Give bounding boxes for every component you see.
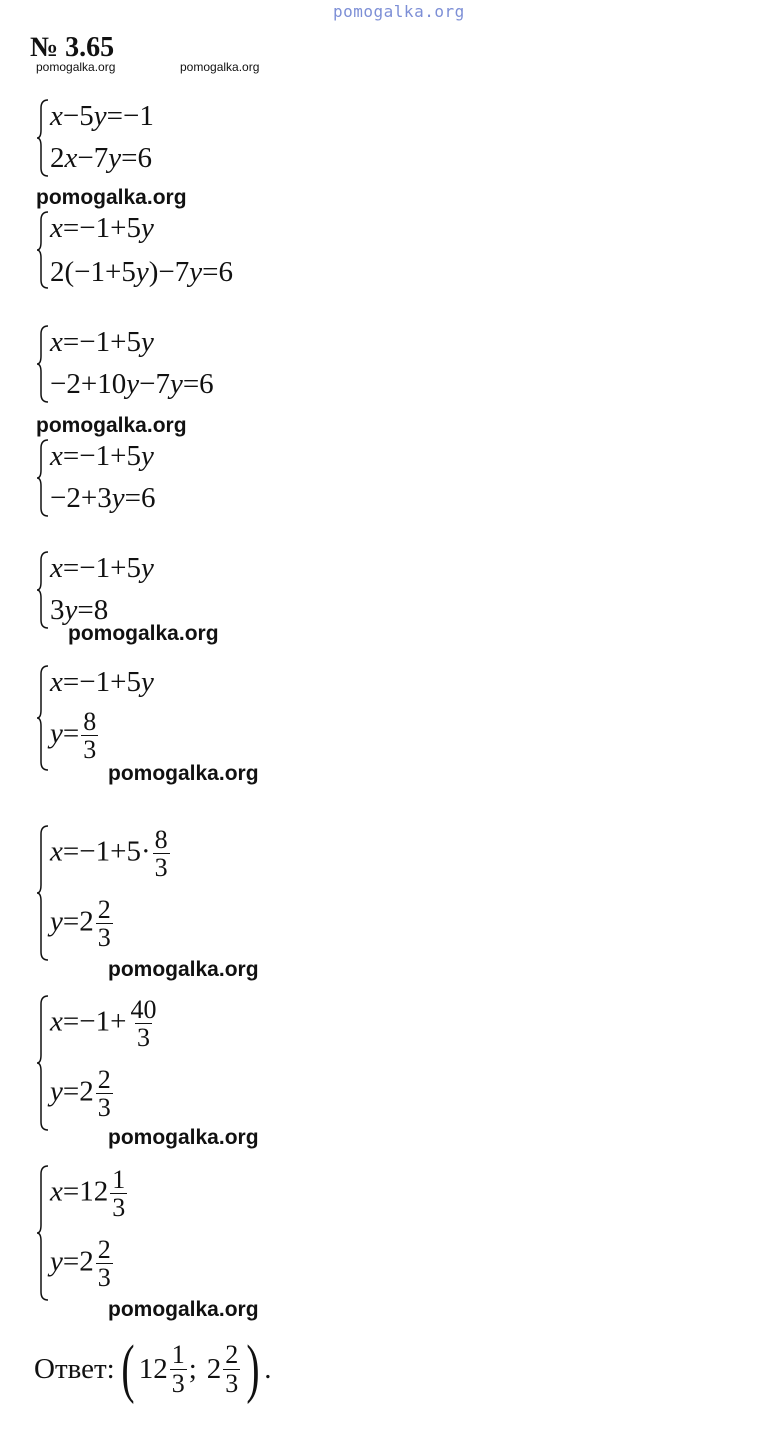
answer-x-int: 12 <box>138 1352 168 1385</box>
answer-y-int: 2 <box>206 1352 222 1385</box>
close-paren-icon: ) <box>246 1332 260 1405</box>
answer-period: . <box>264 1352 272 1385</box>
answer-label: Ответ: <box>34 1352 115 1385</box>
watermark: pomogalka.org <box>36 186 187 209</box>
fraction: $\frac{8}{3}$ <box>83 707 97 765</box>
fraction: $\frac{2}{3}$ <box>225 1340 239 1398</box>
fraction: $\frac{2}{3}$ <box>97 895 111 953</box>
problem-title: № 3.65 <box>30 32 115 63</box>
equation-line: x=−1+5y <box>50 440 154 472</box>
watermark: pomogalka.org <box>36 414 187 437</box>
brace-icon <box>36 438 50 518</box>
equation-line: y=2 $\frac{2}{3}$ <box>50 895 111 953</box>
fraction: $\frac{40}{3}$ <box>130 995 157 1053</box>
top-watermark: pomogalka.org <box>333 2 465 21</box>
fraction: $\frac{2}{3}$ <box>97 1235 111 1293</box>
equation-line: x=−1+ $\frac{40}{3}$ <box>50 995 157 1053</box>
brace-icon <box>36 210 50 290</box>
equation-line: 3y=8 <box>50 594 109 626</box>
answer-separator: ; <box>188 1352 197 1385</box>
brace-icon <box>36 824 50 962</box>
brace-icon <box>36 550 50 630</box>
equation-line: −2+10y−7y=6 <box>50 368 214 400</box>
equation-line: x=−1+5y <box>50 326 154 358</box>
brace-icon <box>36 1164 50 1302</box>
equation-line: x=−1+5y <box>50 552 154 584</box>
open-paren-icon: ( <box>121 1332 135 1405</box>
watermark: pomogalka.org <box>108 1126 259 1149</box>
equation-line: x−5y=−1 <box>50 100 154 132</box>
equation-line: y=2 $\frac{2}{3}$ <box>50 1065 111 1123</box>
brace-icon <box>36 994 50 1132</box>
watermark-small: pomogalka.org <box>36 60 116 74</box>
equation-line: 2x−7y=6 <box>50 142 152 174</box>
equation-line: 2(−1+5y)−7y=6 <box>50 256 233 288</box>
equation-line: x=−1+5y <box>50 666 154 698</box>
equation-line: −2+3y=6 <box>50 482 156 514</box>
fraction: $\frac{1}{3}$ <box>171 1340 185 1398</box>
watermark: pomogalka.org <box>108 1298 259 1321</box>
fraction: $\frac{2}{3}$ <box>97 1065 111 1123</box>
brace-icon <box>36 98 50 178</box>
answer <box>34 1332 272 1405</box>
watermark: pomogalka.org <box>68 622 219 645</box>
fraction: $\frac{8}{3}$ <box>154 825 168 883</box>
equation-line: y= $\frac{8}{3}$ <box>50 707 97 765</box>
watermark: pomogalka.org <box>108 762 259 785</box>
watermark-small: pomogalka.org <box>180 60 260 74</box>
fraction: $\frac{1}{3}$ <box>112 1165 126 1223</box>
brace-icon <box>36 664 50 772</box>
equation-line: x=12 $\frac{1}{3}$ <box>50 1165 126 1223</box>
watermark: pomogalka.org <box>108 958 259 981</box>
equation-line: x=−1+5· $\frac{8}{3}$ <box>50 825 168 883</box>
brace-icon <box>36 324 50 404</box>
equation-line: x=−1+5y <box>50 212 154 244</box>
equation-line: y=2 $\frac{2}{3}$ <box>50 1235 111 1293</box>
